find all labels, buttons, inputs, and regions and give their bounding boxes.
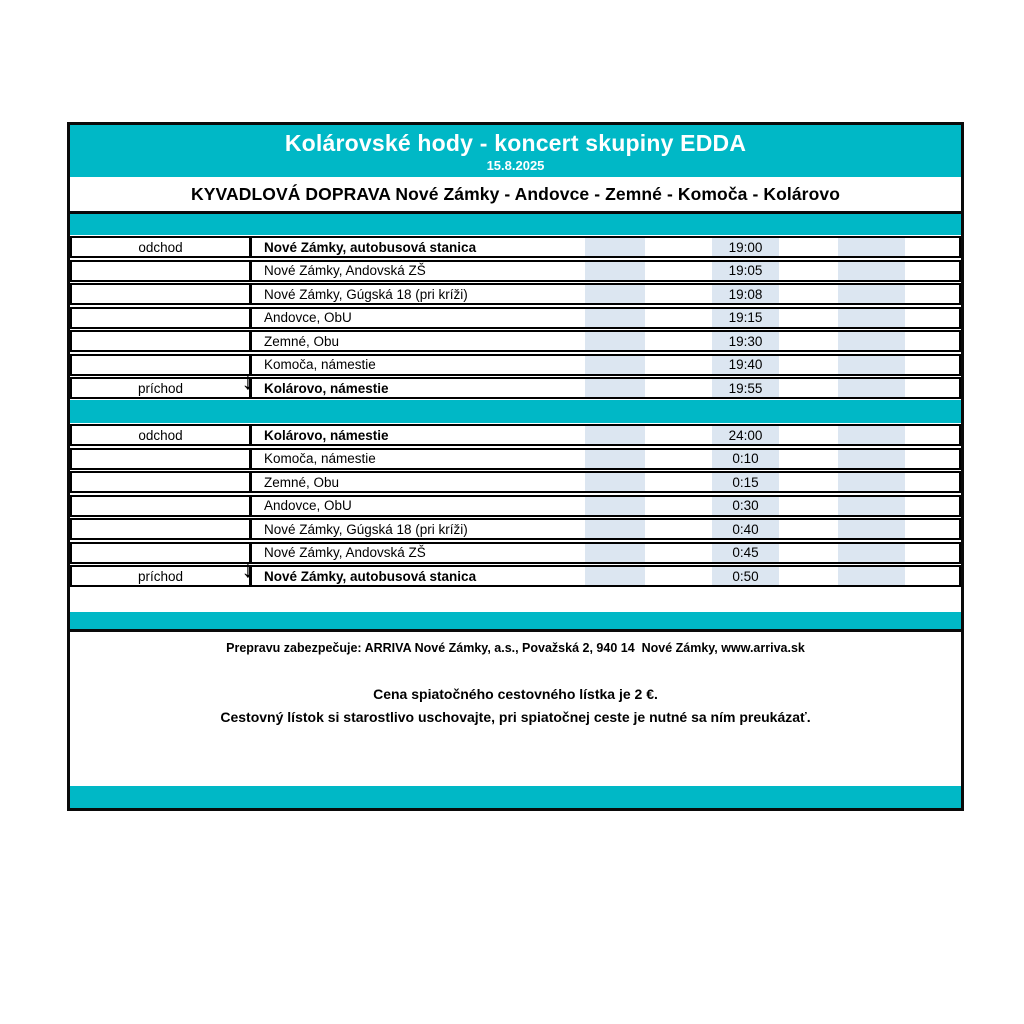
stop-name: Nové Zámky, Andovská ZŠ	[249, 544, 959, 562]
stop-name: Nové Zámky, Andovská ZŠ	[249, 262, 959, 280]
stop-name: Kolárovo, námestie	[249, 379, 959, 397]
divider-band-middle	[70, 400, 961, 423]
row-phase-label	[72, 544, 249, 562]
footer-provider-line: Prepravu zabezpečuje: ARRIVA Nové Zámky, a.s., Považská 2, 940 14 Nové Zámky, www.arriva.sk	[226, 641, 805, 655]
stop-name: Nové Zámky, Gúgská 18 (pri kríži)	[249, 285, 959, 303]
stop-time: 19:15	[728, 310, 763, 325]
timetable-row	[70, 236, 961, 258]
stop-name: Kolárovo, námestie	[249, 426, 959, 444]
stop-time: 0:30	[732, 498, 759, 513]
stop-time: 19:00	[728, 239, 763, 255]
timetable-row	[70, 260, 961, 282]
stop-time: 0:15	[732, 474, 759, 490]
stop-time: 19:08	[728, 286, 763, 302]
bottom-teal-bar	[70, 786, 961, 808]
timetable-row	[70, 283, 961, 305]
stop-time: 19:30	[728, 333, 763, 349]
timetable-row	[70, 424, 961, 446]
row-phase-label	[72, 285, 249, 303]
timetable-document	[67, 122, 964, 811]
row-phase-label	[72, 473, 249, 491]
timetable-row	[70, 518, 961, 540]
footer-note-line: Cestovný lístok si starostlivo uschovajte, pri spiatočnej ceste je nutné sa ním preukázať.	[220, 709, 811, 725]
stop-time: 0:50	[732, 568, 759, 584]
timetable-row	[70, 354, 961, 376]
route-subtitle: KYVADLOVÁ DOPRAVA Nové Zámky - Andovce - Zemné - Komoča - Kolárovo	[70, 177, 961, 214]
event-header	[70, 125, 961, 177]
stop-time: 19:05	[728, 263, 763, 278]
stop-time: 0:45	[732, 545, 759, 560]
divider-band-footer	[70, 612, 961, 632]
arrow-down-icon: ↓	[241, 365, 255, 395]
stop-name: Komoča, námestie	[249, 450, 959, 468]
stop-name: Andovce, ObU	[249, 497, 959, 515]
timetable-row	[70, 365, 961, 399]
stop-time: 0:40	[732, 521, 759, 537]
row-phase-label: príchod	[137, 380, 184, 396]
stop-name: Zemné, Obu	[249, 473, 959, 491]
row-phase-label	[72, 497, 249, 515]
row-phase-label: odchod	[138, 427, 183, 443]
timetable-row	[70, 307, 961, 329]
timetable-outbound	[70, 235, 961, 400]
timetable-row	[70, 553, 961, 587]
row-phase-label: odchod	[138, 239, 183, 255]
row-phase-label	[72, 309, 249, 327]
stop-time: 19:40	[728, 357, 763, 372]
divider-band-top	[70, 214, 961, 235]
timetable-row	[70, 495, 961, 517]
stop-name: Nové Zámky, autobusová stanica	[249, 238, 959, 256]
timetable-row	[70, 542, 961, 564]
empty-spacer-row	[70, 588, 961, 612]
stop-time: 24:00	[728, 427, 763, 443]
stop-name: Andovce, ObU	[249, 309, 959, 327]
row-phase-label	[72, 356, 249, 374]
timetable-row	[70, 471, 961, 493]
stop-time: 19:55	[728, 380, 763, 396]
timetable-row	[70, 330, 961, 352]
footer-price-line: Cena spiatočného cestovného lístka je 2 €.	[373, 686, 658, 702]
row-phase-label	[72, 262, 249, 280]
row-phase-label	[72, 332, 249, 350]
arrow-down-icon: ↓	[241, 553, 255, 583]
event-title: Kolárovské hody - koncert skupiny EDDA	[284, 130, 747, 156]
stop-name: Nové Zámky, Gúgská 18 (pri kríži)	[249, 520, 959, 538]
footer	[70, 632, 961, 782]
stop-name: Zemné, Obu	[249, 332, 959, 350]
row-phase-label: príchod	[137, 568, 184, 584]
timetable-row	[70, 448, 961, 470]
stop-name: Komoča, námestie	[249, 356, 959, 374]
row-phase-label	[72, 450, 249, 468]
stop-name: Nové Zámky, autobusová stanica	[249, 567, 959, 585]
timetable-return	[70, 423, 961, 588]
row-phase-label	[72, 520, 249, 538]
event-date: 15.8.2025	[486, 158, 545, 173]
stop-time: 0:10	[732, 451, 759, 466]
